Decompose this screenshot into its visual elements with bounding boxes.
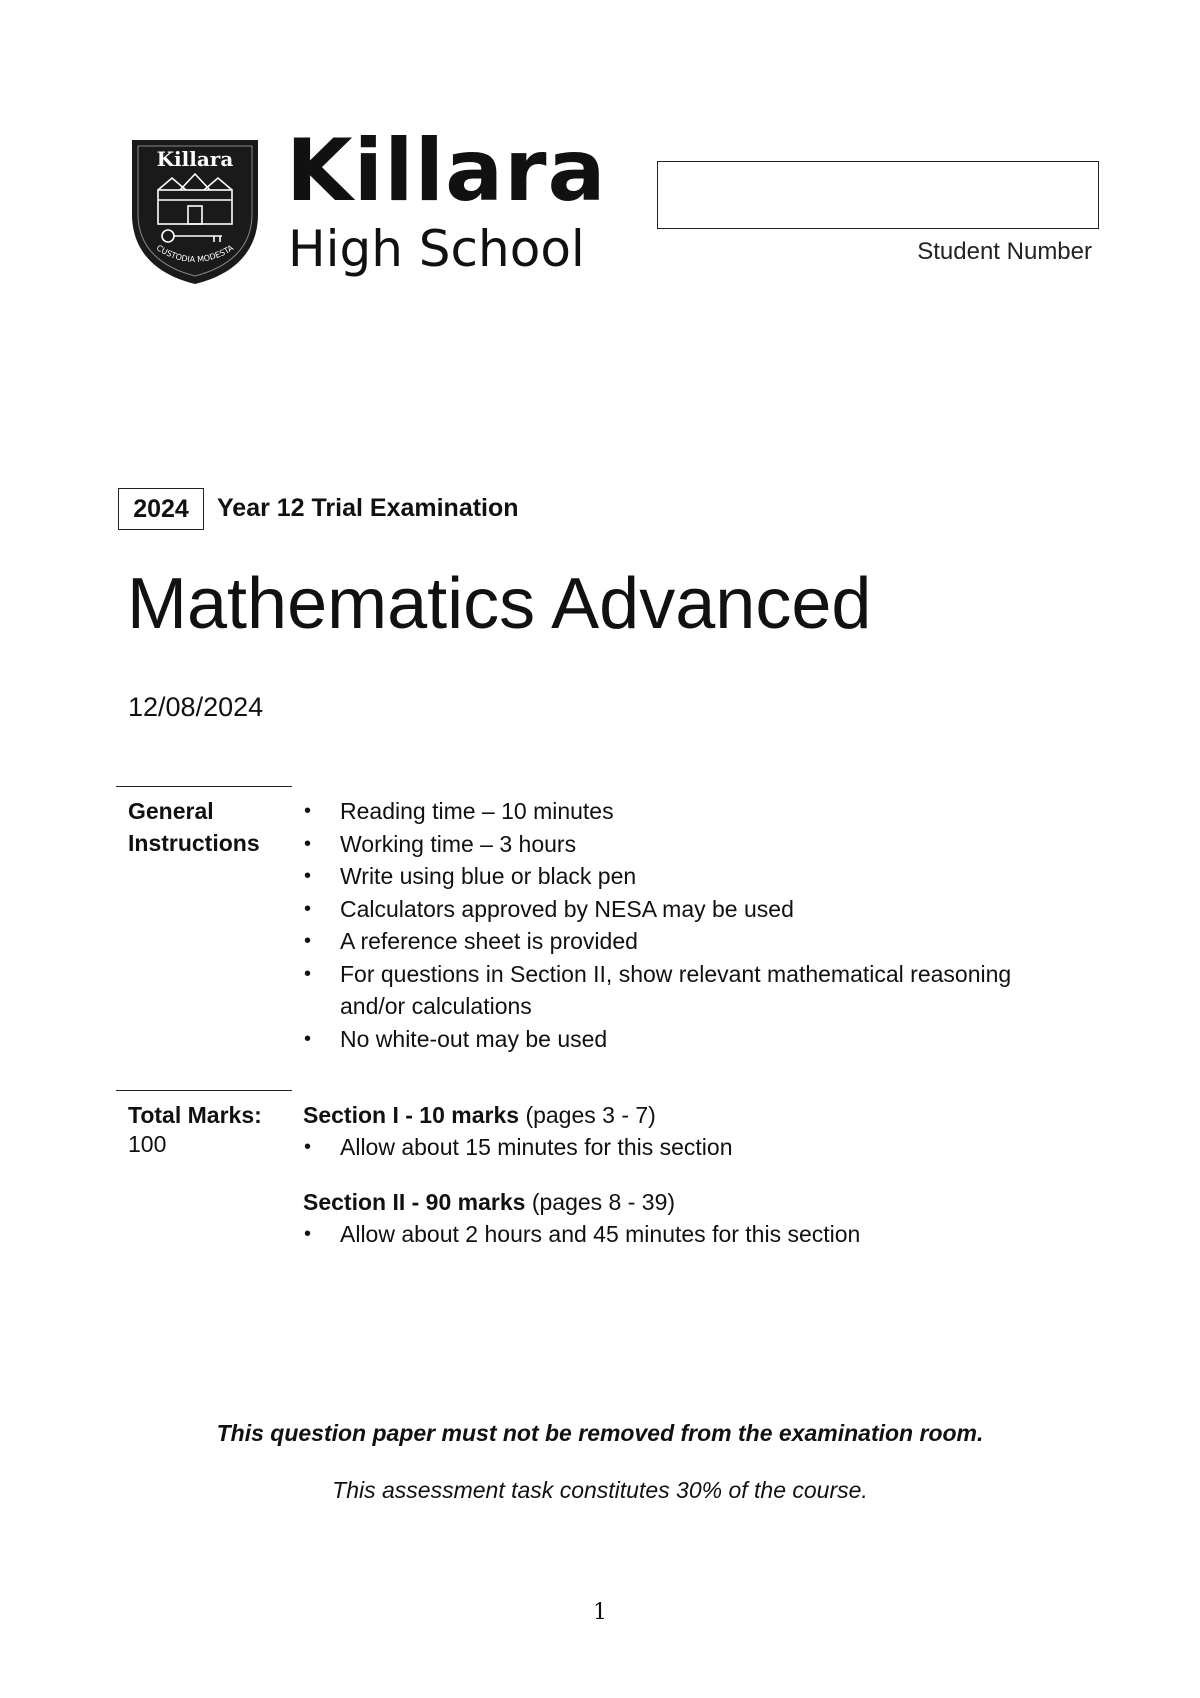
section-1-title: Section I - 10 marks — [303, 1102, 520, 1128]
instructions-list — [304, 795, 1080, 1055]
student-number-box[interactable] — [657, 161, 1099, 229]
school-name: Killara — [286, 121, 607, 221]
section-2-notes — [304, 1218, 1080, 1251]
bullet-icon: • — [304, 800, 312, 822]
list-item — [304, 1218, 1080, 1251]
list-item — [304, 795, 1080, 828]
bullet-icon: • — [304, 1223, 312, 1245]
instruction-text: For questions in Section II, show relevant mathematical reasoning and/or calculations — [340, 960, 1012, 1019]
section-2-pages: (pages 8 - 39) — [531, 1189, 676, 1215]
list-item — [304, 925, 1080, 958]
student-number-label: Student Number — [917, 238, 1092, 265]
exam-year-box: 2024 — [118, 488, 204, 530]
bullet-icon: • — [304, 1136, 312, 1158]
assessment-weighting: This assessment task constitutes 30% of the course. — [332, 1477, 868, 1503]
list-item — [304, 860, 1080, 893]
list-item — [304, 893, 1080, 926]
school-subtitle: High School — [288, 220, 585, 278]
instruction-text: Working time – 3 hours — [340, 830, 577, 857]
section-2-title: Section II - 90 marks — [303, 1189, 526, 1215]
instruction-text: A reference sheet is provided — [340, 928, 638, 954]
total-marks-value: 100 — [128, 1131, 167, 1157]
bullet-icon: • — [304, 1027, 312, 1050]
page-number: 1 — [593, 1600, 607, 1625]
section-note: Allow about 15 minutes for this section — [340, 1134, 733, 1160]
crest-motto: CUSTODIA MODESTA — [154, 243, 236, 265]
general-instructions-label: General Instructions — [128, 798, 260, 856]
instruction-text: Write using blue or black pen — [340, 863, 637, 889]
exam-room-warning: This question paper must not be removed from the examination room. — [216, 1420, 984, 1446]
list-item — [304, 1131, 1080, 1164]
list-item — [304, 828, 1080, 861]
list-item — [304, 1023, 1080, 1056]
divider-general — [116, 786, 292, 787]
exam-title: Year 12 Trial Examination — [217, 494, 519, 522]
school-crest-logo — [128, 136, 262, 286]
bullet-icon: • — [304, 897, 312, 920]
section-note: Allow about 2 hours and 45 minutes for this section — [340, 1221, 861, 1247]
section-1-heading — [303, 1099, 656, 1131]
instruction-text: No white-out may be used — [340, 1025, 608, 1052]
list-item — [304, 958, 1080, 1023]
exam-date: 12/08/2024 — [128, 692, 264, 722]
section-1-notes — [304, 1131, 1080, 1164]
bullet-icon: • — [304, 962, 312, 985]
total-marks-label: Total Marks: — [128, 1102, 262, 1128]
subject-title: Mathematics Advanced — [127, 564, 872, 644]
crest-text-top: Killara — [156, 147, 234, 171]
section-2-heading — [303, 1186, 675, 1218]
instruction-text: Reading time – 10 minutes — [340, 798, 614, 824]
instruction-text: Calculators approved by NESA may be used — [340, 895, 794, 922]
bullet-icon: • — [304, 930, 312, 952]
bullet-icon: • — [304, 865, 312, 887]
divider-total-marks — [116, 1090, 292, 1091]
section-1-pages: (pages 3 - 7) — [525, 1102, 656, 1128]
bullet-icon: • — [304, 832, 312, 855]
